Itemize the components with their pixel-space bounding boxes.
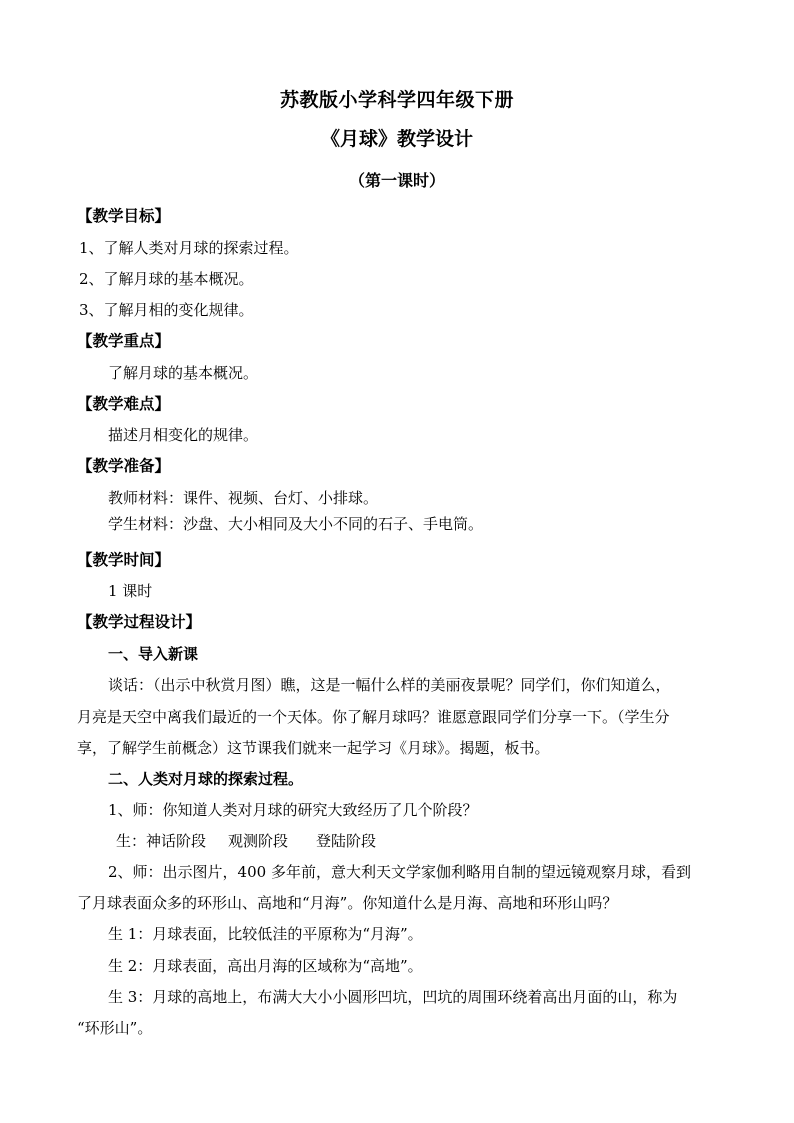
answer-1 bbox=[116, 831, 376, 851]
process-heading: 【教学过程设计】 bbox=[77, 612, 202, 631]
answer-prefix: 生： bbox=[116, 832, 147, 850]
paragraph-line: 了月球表面众多的环形山、高地和“月海”。你知道什么是月海、高地和环形山吗？ bbox=[77, 894, 618, 912]
student-answer: 生 2：月球表面，高出月海的区域称为“高地”。 bbox=[108, 957, 423, 975]
question-1: 1、师：你知道人类对月球的研究大致经历了几个阶段？ bbox=[108, 801, 478, 819]
stage-label: 观测阶段 bbox=[228, 832, 289, 850]
paragraph-line: 月亮是天空中离我们最近的一个天体。你了解月球吗？谁愿意跟同学们分享一下。（学生分 bbox=[77, 708, 670, 726]
time-text: 1 课时 bbox=[108, 582, 153, 600]
session-label: （第一课时） bbox=[348, 171, 445, 190]
key-point-text: 了解月球的基本概况。 bbox=[108, 364, 259, 382]
difficulty-text: 描述月相变化的规律。 bbox=[108, 426, 259, 444]
objective-item: 1、了解人类对月球的探索过程。 bbox=[79, 239, 299, 257]
section1-heading: 一、导入新课 bbox=[108, 645, 199, 663]
student-answer: 生 1：月球表面，比较低洼的平原称为“月海”。 bbox=[108, 925, 423, 943]
preparation-heading: 【教学准备】 bbox=[77, 456, 171, 475]
paragraph-line: 谈话：（出示中秋赏月图）瞧，这是一幅什么样的美丽夜景呢？同学们，你们知道么， bbox=[108, 676, 671, 694]
stage-label: 神话阶段 bbox=[146, 832, 207, 850]
difficulty-heading: 【教学难点】 bbox=[77, 394, 171, 413]
stage-label: 登陆阶段 bbox=[316, 832, 377, 850]
teacher-materials: 教师材料：课件、视频、台灯、小排球。 bbox=[108, 489, 379, 507]
objective-item: 3、了解月相的变化规律。 bbox=[79, 301, 254, 319]
student-materials: 学生材料：沙盘、大小相同及大小不同的石子、手电筒。 bbox=[108, 515, 484, 533]
objective-item: 2、了解月球的基本概况。 bbox=[79, 270, 254, 288]
section2-heading: 二、人类对月球的探索过程。 bbox=[108, 770, 304, 788]
paragraph-line: 享，了解学生前概念）这节课我们就来一起学习《月球》。揭题，板书。 bbox=[77, 739, 550, 757]
time-heading: 【教学时间】 bbox=[77, 550, 171, 569]
document-title: 苏教版小学科学四年级下册 bbox=[279, 89, 514, 111]
paragraph-line: 2、师：出示图片，400 多年前，意大利天文学家伽利略用自制的望远镜观察月球，看到 bbox=[108, 863, 691, 881]
student-answer: 生 3：月球的高地上，布满大大小小圆形凹坑，凹坑的周围环绕着高出月面的山，称为 bbox=[108, 988, 678, 1006]
objectives-heading: 【教学目标】 bbox=[77, 206, 171, 225]
student-answer: “环形山”。 bbox=[77, 1019, 153, 1037]
document-subtitle: 《月球》教学设计 bbox=[320, 128, 473, 150]
key-point-heading: 【教学重点】 bbox=[77, 331, 171, 350]
